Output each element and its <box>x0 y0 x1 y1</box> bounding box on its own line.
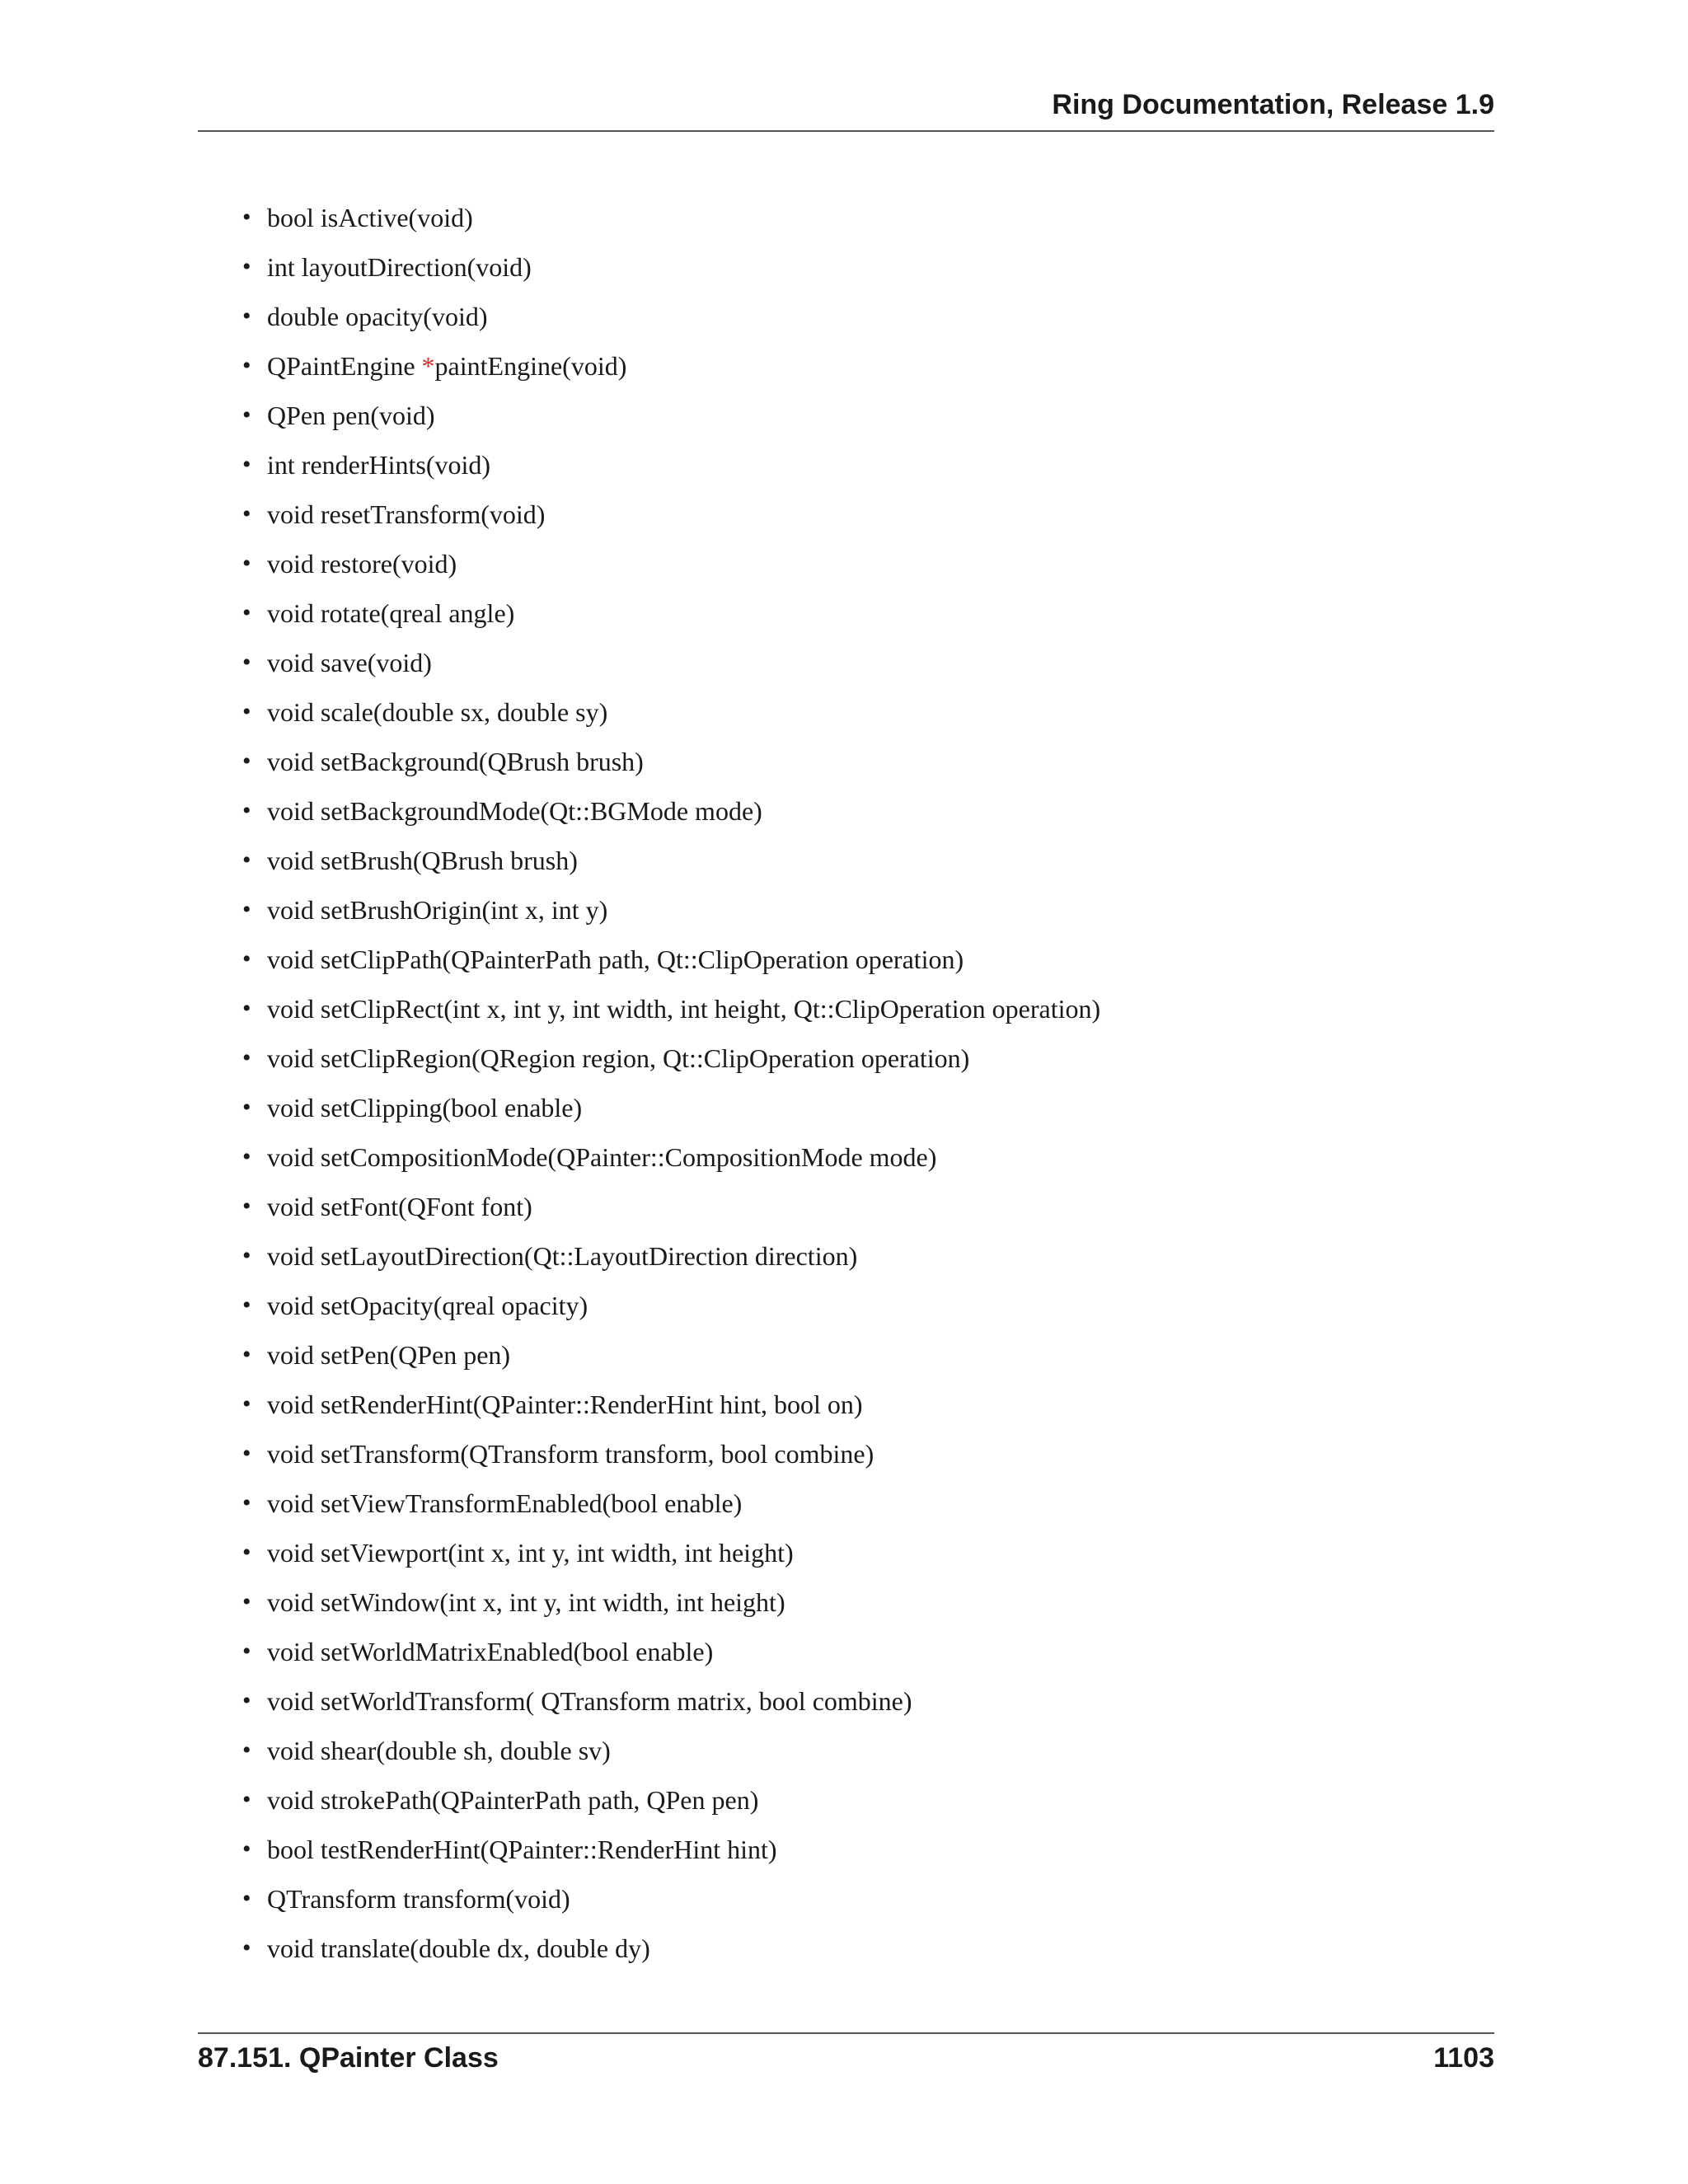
method-item <box>242 1434 1100 1483</box>
method-signature: QPen pen(void) <box>267 401 435 430</box>
method-signature: void setWindow(int x, int y, int width, int height) <box>267 1587 785 1617</box>
method-signature: void setClipRegion(QRegion region, Qt::ClipOperation operation) <box>267 1043 970 1073</box>
method-signature: void setWorldTransform( QTransform matrix, bool combine) <box>267 1686 912 1716</box>
method-item <box>242 544 1100 593</box>
bullet-icon: • <box>242 1736 251 1764</box>
method-signature: double opacity(void) <box>267 302 488 331</box>
bullet-icon: • <box>242 1390 251 1418</box>
bullet-icon: • <box>242 1341 251 1368</box>
method-item <box>242 198 1100 247</box>
method-item <box>242 1483 1100 1533</box>
bullet-icon: • <box>242 995 251 1022</box>
method-signature: void setBrushOrigin(int x, int y) <box>267 895 608 925</box>
header-title: Ring Documentation, Release 1.9 <box>1052 89 1494 120</box>
method-item <box>242 593 1100 643</box>
bullet-icon: • <box>242 1885 251 1912</box>
method-item <box>242 1879 1100 1929</box>
method-item <box>242 1632 1100 1681</box>
bullet-icon: • <box>242 1094 251 1121</box>
method-signature: void restore(void) <box>267 549 457 579</box>
bullet-icon: • <box>242 748 251 775</box>
method-item <box>242 1088 1100 1137</box>
method-signature: void setClipping(bool enable) <box>267 1093 583 1122</box>
method-item <box>242 396 1100 445</box>
bullet-icon: • <box>242 1440 251 1467</box>
method-item <box>242 940 1100 989</box>
method-item <box>242 1038 1100 1088</box>
method-item <box>242 346 1100 396</box>
method-signature: void setRenderHint(QPainter::RenderHint hint, bool on) <box>267 1390 863 1419</box>
bullet-icon: • <box>242 1539 251 1566</box>
method-item <box>242 494 1100 544</box>
bullet-icon: • <box>242 500 251 527</box>
bullet-icon: • <box>242 1835 251 1863</box>
bullet-icon: • <box>242 1193 251 1220</box>
bullet-icon: • <box>242 302 251 330</box>
method-signature: void setBrush(QBrush brush) <box>267 846 578 875</box>
bullet-icon: • <box>242 797 251 824</box>
bullet-icon: • <box>242 401 251 429</box>
method-item <box>242 692 1100 742</box>
bullet-icon: • <box>242 1786 251 1813</box>
method-item <box>242 1187 1100 1236</box>
bullet-icon: • <box>242 1588 251 1615</box>
method-signature: void translate(double dx, double dy) <box>267 1933 650 1963</box>
bullet-icon: • <box>242 1638 251 1665</box>
method-signature: void strokePath(QPainterPath path, QPen pen) <box>267 1785 759 1815</box>
method-signature: void setViewport(int x, int y, int width, int height) <box>267 1538 794 1568</box>
method-signature: void setBackgroundMode(Qt::BGMode mode) <box>267 796 762 826</box>
bullet-icon: • <box>242 352 251 379</box>
bullet-icon: • <box>242 253 251 280</box>
bullet-icon: • <box>242 1242 251 1269</box>
method-signature: void setCompositionMode(QPainter::CompositionMode mode) <box>267 1142 937 1172</box>
method-signature: bool testRenderHint(QPainter::RenderHint hint) <box>267 1835 777 1864</box>
bullet-icon: • <box>242 550 251 577</box>
method-signature: void setViewTransformEnabled(bool enable) <box>267 1488 743 1518</box>
method-signature: void setClipPath(QPainterPath path, Qt::ClipOperation operation) <box>267 944 964 974</box>
method-item <box>242 1286 1100 1335</box>
method-item <box>242 1780 1100 1830</box>
method-item <box>242 1582 1100 1632</box>
method-item <box>242 791 1100 841</box>
method-item <box>242 890 1100 940</box>
method-signature: void rotate(qreal angle) <box>267 598 515 628</box>
method-item <box>242 643 1100 692</box>
bullet-icon: • <box>242 1687 251 1714</box>
method-signature: void setOpacity(qreal opacity) <box>267 1291 588 1320</box>
method-signature: QPaintEngine *paintEngine(void) <box>267 351 627 381</box>
method-item <box>242 1929 1100 1978</box>
method-item <box>242 1681 1100 1731</box>
page-header <box>198 89 1494 132</box>
method-signature: void setPen(QPen pen) <box>267 1340 511 1370</box>
bullet-icon: • <box>242 896 251 923</box>
method-item <box>242 297 1100 346</box>
bullet-icon: • <box>242 1143 251 1170</box>
method-signature: void save(void) <box>267 648 432 677</box>
bullet-icon: • <box>242 599 251 626</box>
method-signature: void scale(double sx, double sy) <box>267 697 608 727</box>
method-item <box>242 742 1100 791</box>
method-item <box>242 989 1100 1038</box>
bullet-icon: • <box>242 698 251 725</box>
method-list <box>242 198 1100 1978</box>
bullet-icon: • <box>242 1489 251 1516</box>
bullet-icon: • <box>242 204 251 231</box>
method-item <box>242 1137 1100 1187</box>
method-signature: void setClipRect(int x, int y, int width, int height, Qt::ClipOperation operation) <box>267 994 1101 1024</box>
method-signature: void setBackground(QBrush brush) <box>267 747 644 776</box>
bullet-icon: • <box>242 1934 251 1961</box>
method-item <box>242 1533 1100 1582</box>
method-item <box>242 445 1100 494</box>
bullet-icon: • <box>242 945 251 972</box>
method-signature: void setWorldMatrixEnabled(bool enable) <box>267 1637 714 1666</box>
bullet-icon: • <box>242 451 251 478</box>
method-item <box>242 1335 1100 1385</box>
method-signature: void resetTransform(void) <box>267 499 546 529</box>
page-footer <box>198 2032 1494 2082</box>
method-item <box>242 247 1100 297</box>
method-signature: void shear(double sh, double sv) <box>267 1736 611 1765</box>
method-item <box>242 1830 1100 1879</box>
method-signature: void setFont(QFont font) <box>267 1192 532 1221</box>
method-signature: void setLayoutDirection(Qt::LayoutDirection direction) <box>267 1241 858 1271</box>
footer-page-number: 1103 <box>1433 2042 1494 2074</box>
method-item <box>242 841 1100 890</box>
method-signature: void setTransform(QTransform transform, bool combine) <box>267 1439 874 1469</box>
method-signature: QTransform transform(void) <box>267 1884 570 1914</box>
bullet-icon: • <box>242 649 251 676</box>
method-signature: int renderHints(void) <box>267 450 491 480</box>
method-signature: bool isActive(void) <box>267 203 473 232</box>
method-item <box>242 1731 1100 1780</box>
bullet-icon: • <box>242 1291 251 1319</box>
bullet-icon: • <box>242 846 251 874</box>
method-signature: int layoutDirection(void) <box>267 252 532 282</box>
bullet-icon: • <box>242 1044 251 1071</box>
method-item <box>242 1236 1100 1286</box>
method-item <box>242 1385 1100 1434</box>
footer-section-title: 87.151. QPainter Class <box>198 2042 499 2074</box>
